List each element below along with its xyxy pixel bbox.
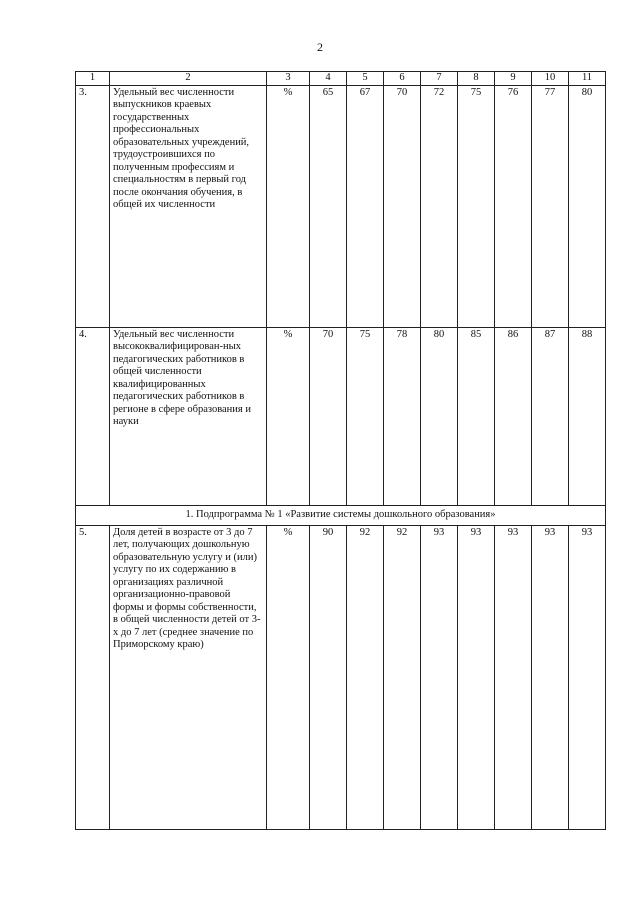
value-cell: 67	[347, 85, 384, 327]
indicator-description: Удельный вес численности высококвалифицирован-ных педагогических работников в общей численности квалифицированных педагогических работников в регионе в сфере образования и науки	[110, 327, 267, 505]
header-cell: 2	[110, 72, 267, 86]
row-number: 4.	[76, 327, 110, 505]
value-cell: 86	[495, 327, 532, 505]
header-cell: 1	[76, 72, 110, 86]
value-cell: 93	[495, 525, 532, 829]
value-cell: 90	[310, 525, 347, 829]
header-cell: 11	[569, 72, 606, 86]
value-cell: 76	[495, 85, 532, 327]
value-cell: 92	[384, 525, 421, 829]
value-cell: 93	[569, 525, 606, 829]
value-cell: 93	[421, 525, 458, 829]
value-cell: 78	[384, 327, 421, 505]
header-cell: 6	[384, 72, 421, 86]
value-cell: 85	[458, 327, 495, 505]
table-header-row	[76, 72, 606, 86]
row-number: 3.	[76, 85, 110, 327]
unit-cell: %	[267, 85, 310, 327]
table-row	[76, 85, 606, 327]
value-cell: 80	[569, 85, 606, 327]
unit-cell: %	[267, 525, 310, 829]
subprogram-section-row	[76, 505, 606, 525]
row-number: 5.	[76, 525, 110, 829]
subprogram-title: 1. Подпрограмма № 1 «Развитие системы дошкольного образования»	[76, 505, 606, 525]
header-cell: 4	[310, 72, 347, 86]
value-cell: 87	[532, 327, 569, 505]
table-row	[76, 327, 606, 505]
header-cell: 8	[458, 72, 495, 86]
header-cell: 9	[495, 72, 532, 86]
indicator-description: Доля детей в возрасте от 3 до 7 лет, получающих дошкольную образовательную услугу и (или) услугу по их содержанию в организациях различной организационно-правовой формы и формы собственности, в общей численности детей от 3-х до 7 лет (среднее значение по Приморскому краю)	[110, 525, 267, 829]
header-cell: 5	[347, 72, 384, 86]
value-cell: 80	[421, 327, 458, 505]
indicators-table	[75, 71, 606, 830]
value-cell: 72	[421, 85, 458, 327]
value-cell: 77	[532, 85, 569, 327]
value-cell: 75	[347, 327, 384, 505]
header-cell: 10	[532, 72, 569, 86]
header-cell: 3	[267, 72, 310, 86]
value-cell: 88	[569, 327, 606, 505]
table-row	[76, 525, 606, 829]
value-cell: 65	[310, 85, 347, 327]
unit-cell: %	[267, 327, 310, 505]
value-cell: 92	[347, 525, 384, 829]
value-cell: 93	[532, 525, 569, 829]
indicator-description: Удельный вес численности выпускников краевых государственных профессиональных образовательных учреждений, трудоустроившихся по полученным профессиям и специальностям в первый год после окончания обучения, в общей их численности	[110, 85, 267, 327]
value-cell: 70	[384, 85, 421, 327]
value-cell: 75	[458, 85, 495, 327]
value-cell: 93	[458, 525, 495, 829]
page-number: 2	[317, 40, 323, 54]
header-cell: 7	[421, 72, 458, 86]
value-cell: 70	[310, 327, 347, 505]
